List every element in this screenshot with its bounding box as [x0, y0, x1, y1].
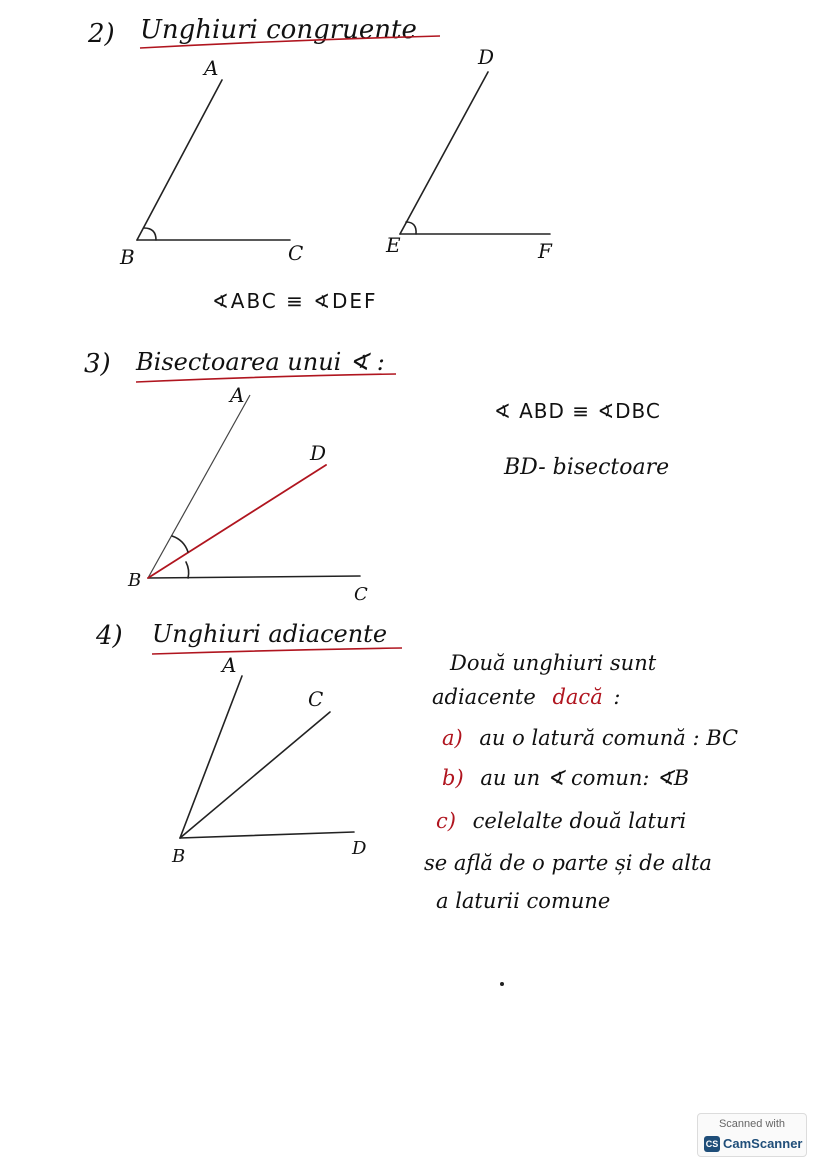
ray-bc-2: [148, 576, 360, 578]
section-4-number: 4): [96, 621, 123, 651]
colon: :: [613, 685, 621, 709]
label-c3: C: [308, 687, 324, 711]
angle-mark-dbc: [186, 562, 189, 578]
section-3-number: 3): [84, 349, 111, 379]
item-a-text: au o latură comună : BC: [479, 726, 739, 750]
label-c2: C: [354, 584, 368, 605]
section-2-title: Unghiuri congruente: [140, 15, 417, 45]
ray-ed: [400, 72, 488, 234]
item-c-text: celelalte două laturi: [472, 809, 687, 833]
item-b-marker: b): [442, 766, 464, 790]
item-a: [442, 726, 738, 750]
label-d3: D: [352, 838, 367, 859]
daca-word: dacă: [552, 685, 603, 709]
item-b: [442, 766, 689, 790]
ray-ba-2: [148, 395, 250, 578]
label-c1: C: [288, 241, 304, 265]
definition-continuation-1: se află de o parte și de alta: [424, 851, 712, 875]
label-b1: B: [120, 245, 135, 269]
bisector-statement-1: ∢ ABD ≡ ∢DBC: [494, 399, 661, 423]
label-b2: B: [128, 570, 142, 591]
item-b-text: au un ∢ comun: ∢B: [480, 766, 690, 790]
ray-bd-3: [180, 832, 354, 838]
ray-ba: [137, 80, 222, 240]
adiacente-word: adiacente: [432, 685, 536, 709]
label-e1: E: [386, 233, 401, 257]
item-a-marker: a): [442, 726, 463, 750]
label-a2: A: [230, 383, 245, 407]
section-2-number: 2): [88, 19, 115, 49]
scanned-with-text: Scanned with: [718, 1118, 786, 1130]
definition-continuation-2: a laturii comune: [436, 889, 611, 913]
camscanner-badge: [697, 1113, 807, 1157]
bisector-bd: [148, 465, 326, 578]
item-c: [436, 809, 686, 833]
ray-bc-3: [180, 712, 330, 838]
angle-mark-e: [406, 222, 416, 234]
item-c-marker: c): [436, 809, 456, 833]
label-a1: A: [204, 56, 219, 80]
camscanner-name: CamScanner: [723, 1136, 803, 1151]
section-4-title: Unghiuri adiacente: [152, 620, 388, 648]
stray-dot: [500, 982, 504, 986]
label-b3: B: [172, 846, 186, 867]
bisector-statement-2: BD- bisectoare: [504, 455, 670, 480]
label-d1: D: [478, 45, 495, 69]
camscanner-logo-icon: CS: [704, 1136, 720, 1152]
congruence-statement: ∢ABC ≡ ∢DEF: [212, 289, 378, 313]
definition-line-1: Două unghiuri sunt: [450, 651, 657, 675]
section-4-title-underline: [152, 648, 402, 654]
angle-mark-b: [144, 228, 156, 240]
section-3-title: Bisectoarea unui ∢ :: [136, 348, 385, 376]
label-d2: D: [310, 441, 327, 465]
label-a3: A: [222, 653, 237, 677]
ray-ba-3: [180, 676, 242, 838]
definition-line-2: [432, 685, 620, 709]
angle-mark-abd: [172, 536, 188, 552]
label-f1: F: [538, 239, 552, 263]
